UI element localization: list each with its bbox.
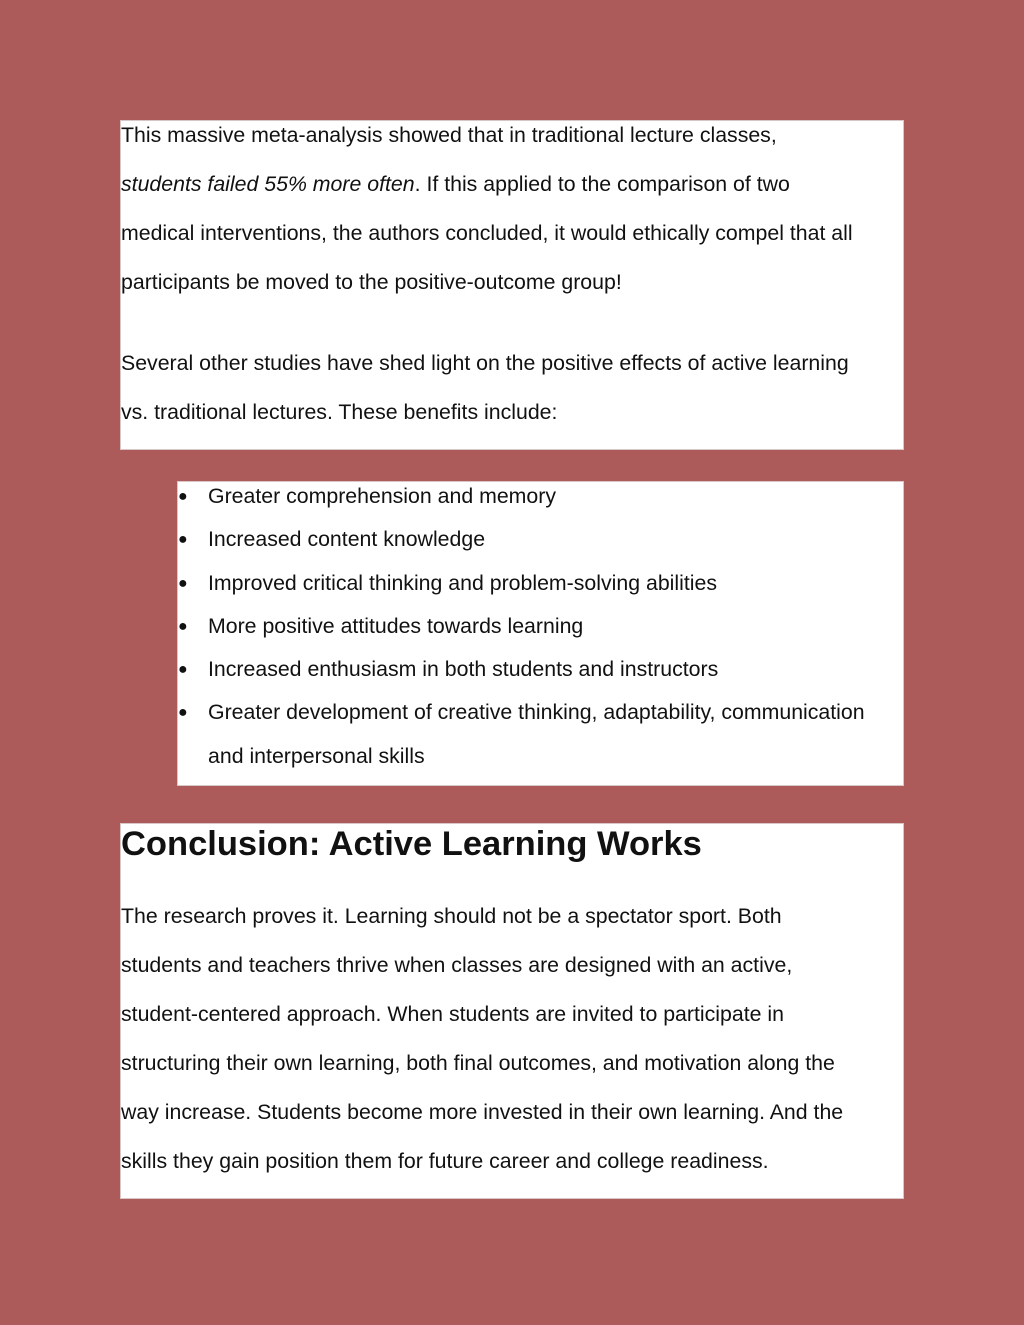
list-item-text: Increased enthusiasm in both students and instructors (208, 657, 719, 682)
bullet-icon: ● (178, 574, 188, 592)
intro-line-2: . If this applied to the comparison of two (414, 172, 790, 196)
list-item (178, 648, 865, 691)
benefits-list (178, 475, 865, 778)
bullet-icon: ● (178, 531, 188, 549)
benefits-list-panel (177, 481, 904, 786)
bullet-icon: ● (178, 704, 188, 722)
list-item (178, 562, 865, 605)
conclusion-line-2: students and teachers thrive when classes are designed with an active, (121, 953, 793, 977)
conclusion-heading: Conclusion: Active Learning Works (121, 825, 702, 863)
conclusion-line-3: student-centered approach. When students are invited to participate in (121, 1002, 784, 1026)
conclusion-line-4: structuring their own learning, both final outcomes, and motivation along the (121, 1051, 835, 1075)
list-item-text: Greater comprehension and memory (208, 484, 557, 508)
conclusion-line-5: way increase. Students become more invested in their own learning. And the (121, 1100, 844, 1124)
intro-panel (120, 120, 904, 450)
intro-line-4: participants be moved to the positive-outcome group! (121, 270, 622, 294)
list-item (178, 691, 865, 734)
list-item-text: Greater development of creative thinking, adaptability, communication (208, 700, 865, 725)
benefits-intro-paragraph (121, 339, 849, 437)
bullet-icon: ● (178, 617, 188, 635)
list-item-text: Increased content knowledge (208, 527, 486, 552)
list-item-continuation (178, 735, 865, 778)
bullet-icon: ● (178, 488, 188, 505)
list-item (178, 518, 865, 561)
bullet-icon: ● (178, 661, 188, 679)
list-item (178, 475, 865, 518)
list-item-text: Improved critical thinking and problem-solving abilities (208, 570, 717, 595)
conclusion-panel (120, 823, 904, 1199)
meta-analysis-paragraph (121, 111, 853, 307)
list-item (178, 605, 865, 648)
benefits-intro-line-1: Several other studies have shed light on the positive effects of active learning (121, 351, 849, 375)
list-item-text: More positive attitudes towards learning (208, 613, 584, 638)
intro-line-1: This massive meta-analysis showed that in traditional lecture classes, (121, 123, 777, 147)
conclusion-line-1: The research proves it. Learning should not be a spectator sport. Both (121, 904, 782, 928)
intro-line-3: medical interventions, the authors concluded, it would ethically compel that all (121, 221, 853, 245)
benefits-intro-line-2: vs. traditional lectures. These benefits include: (121, 400, 558, 424)
conclusion-paragraph (121, 892, 843, 1186)
intro-emphasis: students failed 55% more often (121, 172, 415, 196)
list-item-text: and interpersonal skills (208, 743, 425, 768)
conclusion-line-6: skills they gain position them for future career and college readiness. (121, 1149, 769, 1173)
